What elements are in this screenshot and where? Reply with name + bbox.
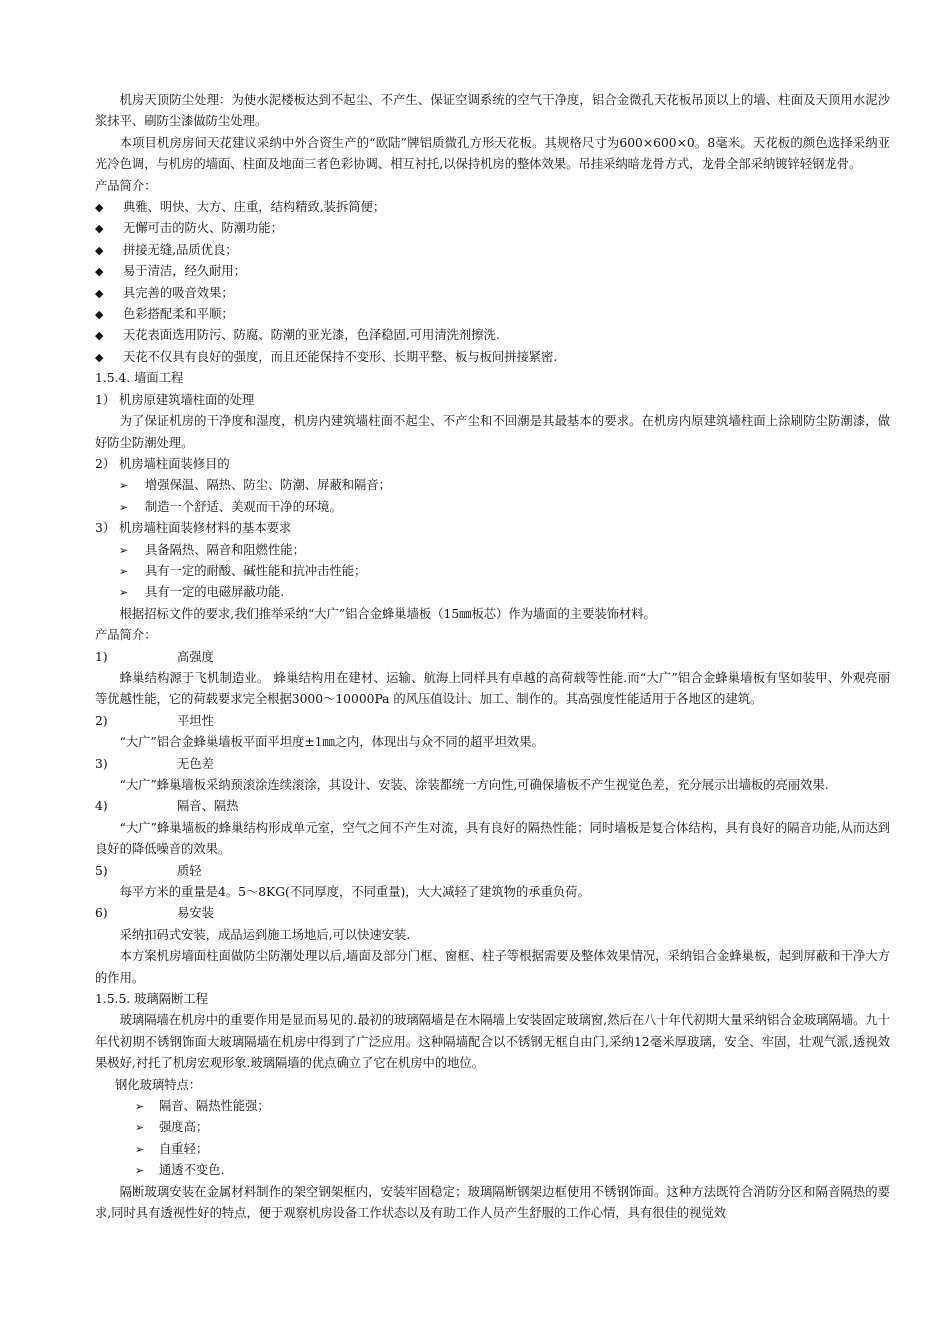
diamond-bullet-icon: ◆ [95,286,104,300]
subsection-title-original-wall: 1） 机房原建筑墙柱面的处理 [95,392,255,407]
paragraph-glass-install: 隔断玻璃安装在金属材料制作的架空钢架框内，安装牢固稳定；玻璃隔断钢架边框使用不锈钢饰面。这种方法既符合消防分区和隔音隔热的要求,同时具有透视性好的特点，便于观察机房设备工作状态以及有助工作人员产生舒服的工作心情，具有很佳的视觉效 [95,1184,890,1221]
list-item: ➢ 具有一定的耐酸、碱性能和抗冲击性能； [95,561,890,582]
list-item: ◆ 色彩搭配柔和平顺； [95,304,890,325]
property-text: “大广”蜂巢墙板采纳预滚涂连续滚涂，其设计、安装、涂装都统一方向性,可确保墙板不产生视觉色差，充分展示出墙板的亮丽效果. [119,777,829,792]
section-heading-glass-partition: 1.5.5. 玻璃隔断工程 [95,991,208,1006]
paragraph-ceiling-panel: 本项目机房房间天花建议采纳中外合资生产的“欧陆”牌铝质微孔方形天花板。其规格尺寸为600×600×0。8毫米。天花板的颜色选择采纳亚光冷色调，与机房的墙面、柱面及地面三者色彩协调、相互衬托,以保持机房的整体效果。吊挂采纳暗龙骨方式，龙骨全部采纳镀锌轻钢龙骨。 [95,135,890,172]
subsection-title-wall-purpose: 2） 机房墙柱面装修目的 [95,456,230,471]
paragraph-glass-partition: 玻璃隔墙在机房中的重要作用是显而易见的.最初的玻璃隔墙是在木隔墙上安装固定玻璃窗,然后在八十年代初期大量采纳铝合金玻璃隔墙。九十年代初期不锈钢饰面大玻璃隔墙在机房中得到了广泛应用。这种隔墙配合以不锈钢无框自由门,采纳12毫米厚玻璃，安全、牢固，壮观气派,透视效果极好,衬托了机房宏观形象.玻璃隔墙的优点确立了它在机房中的地位。 [95,1013,890,1071]
list-item: ◆ 天花不仅具有良好的强度，而且还能保持不变形、长期平整、板与板间拼接紧密. [95,347,890,368]
arrow-bullet-icon: ➢ [119,543,129,557]
property-text: “大广”蜂巢墙板的蜂巢结构形成单元室，空气之间不产生对流，具有良好的隔热性能；同时墙板是复合体结构，具有良好的隔音功能,从而达到良好的降低噪音的效果。 [95,820,890,857]
arrow-bullet-icon: ➢ [135,1164,145,1178]
diamond-bullet-icon: ◆ [95,308,104,322]
property-text: 每平方米的重量是4。5～8KG(不同厚度，不同重量)，大大减轻了建筑物的承重负荷。 [119,884,590,899]
property-text: 蜂巢结构源于飞机制造业。 蜂巢结构用在建材、运输、航海上同样具有卓越的高荷载等性能.而“大广”铝合金蜂巢墙板有坚如装甲、外观亮丽等优越性能，它的荷载要求完全根据3000～10000Pa 的风压值设计、加工、制作的。其高强度性能适用于各地区的建筑。 [95,670,890,707]
list-item: ◆ 拼接无缝,品质优良； [95,240,890,261]
paragraph-tender-recommendation: 根据招标文件的要求,我们推举采纳“大广”铝合金蜂巢墙板（15㎜板芯）作为墙面的主要装饰材料。 [119,606,656,621]
product-intro-heading: 产品简介： [95,178,157,193]
list-item: ➢ 强度高； [95,1117,890,1138]
property-heading: 4) 隔音、隔热 [95,799,239,814]
property-heading: 3) 无色差 [95,756,214,771]
list-item: ➢ 制造一个舒适、美观而干净的环境。 [95,497,890,518]
diamond-bullet-icon: ◆ [95,329,104,343]
list-item: ◆ 无懈可击的防火、防潮功能； [95,218,890,239]
list-item: ➢ 具有一定的电磁屏蔽功能. [95,582,890,603]
property-heading: 2) 平坦性 [95,713,214,728]
diamond-bullet-icon: ◆ [95,201,104,215]
list-item: ◆ 典雅、明快、大方、庄重，结构精致,装拆简便； [95,197,890,218]
diamond-bullet-icon: ◆ [95,265,104,279]
list-item: ➢ 隔音、隔热性能强； [95,1096,890,1117]
list-item: ➢ 增强保温、隔热、防尘、防潮、屏蔽和隔音； [95,475,890,496]
list-item: ◆ 天花表面选用防污、防腐、防潮的亚光漆，色泽稳固,可用清洗剂擦洗. [95,325,890,346]
list-item: ➢ 自重轻； [95,1139,890,1160]
honeycomb-property-list [95,647,890,947]
property-heading: 5) 质轻 [95,863,202,878]
list-item: ◆ 易于清洁，经久耐用； [95,261,890,282]
arrow-bullet-icon: ➢ [135,1100,145,1113]
list-item: ➢ 具备隔热、隔音和阻燃性能； [95,540,890,561]
diamond-bullet-icon: ◆ [95,222,104,236]
arrow-bullet-icon: ➢ [135,1142,145,1156]
property-text: “大广”铝合金蜂巢墙板平面平坦度±1㎜之内，体现出与众不同的超平坦效果。 [119,735,544,750]
paragraph-original-wall: 为了保证机房的干净度和湿度，机房内建筑墙柱面不起尘、不产尘和不回潮是其最基本的要求。在机房内原建筑墙柱面上涂刷防尘防潮漆，做好防尘防潮处理。 [95,414,890,450]
arrow-bullet-icon: ➢ [119,586,129,600]
property-text: 采纳扣码式安装，成品运到施工场地后,可以快速安装. [119,927,411,942]
diamond-bullet-icon: ◆ [95,243,104,257]
ceiling-feature-list [95,197,890,368]
diamond-bullet-icon: ◆ [95,350,104,364]
paragraph-ceiling-dustproof: 机房天顶防尘处理：为使水泥楼板达到不起尘、不产生、保证空调系统的空气干净度，铝合金微孔天花板吊顶以上的墙、柱面及天顶用水泥沙浆抹平、刷防尘漆做防尘处理。 [95,93,890,129]
arrow-bullet-icon: ➢ [119,479,129,493]
tempered-glass-title: 钢化玻璃特点： [115,1077,202,1092]
arrow-bullet-icon: ➢ [135,1121,145,1135]
document-page [95,90,890,1224]
list-item: ◆ 具完善的吸音效果； [95,283,890,304]
arrow-bullet-icon: ➢ [119,500,129,514]
section-heading-wall: 1.5.4. 墙面工程 [95,371,184,386]
product-intro-heading: 产品简介： [95,628,157,643]
property-heading: 6) 易安装 [95,906,214,921]
paragraph-scheme-summary: 本方案机房墙面柱面做防尘防潮处理以后,墙面及部分门框、窗框、柱子等根据需要及整体效果情况，采纳铝合金蜂巢板，起到屏蔽和干净大方的作用。 [95,949,890,985]
subsection-title-material-requirements: 3） 机房墙柱面装修材料的基本要求 [95,521,292,536]
list-item: ➢ 通透不变色. [95,1160,890,1181]
arrow-bullet-icon: ➢ [119,564,129,578]
property-heading: 1) 高强度 [95,649,214,664]
